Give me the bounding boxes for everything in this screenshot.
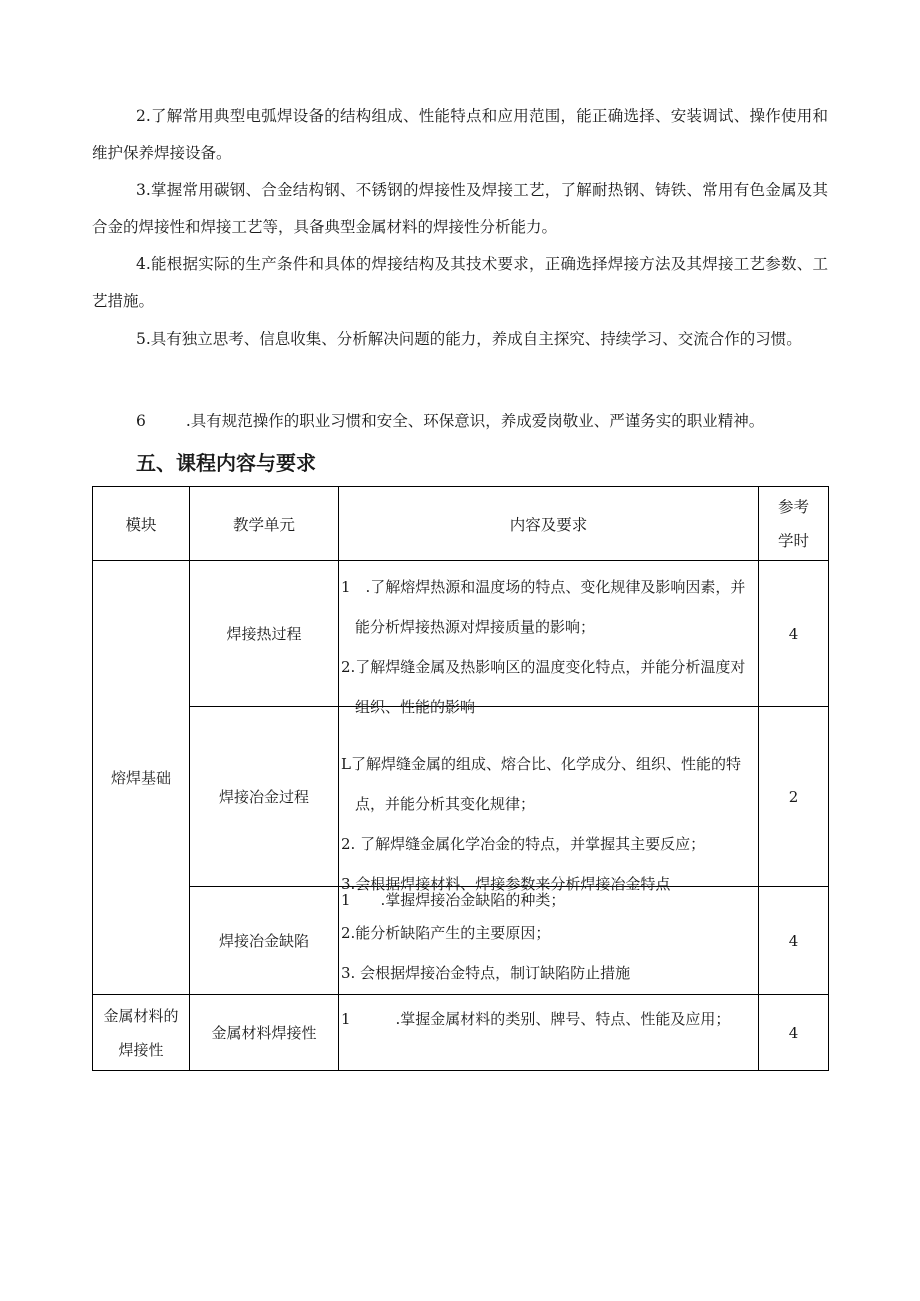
objective-paragraph-5 <box>92 321 828 358</box>
objective-number: 2 <box>136 107 146 125</box>
objective-number: 3 <box>136 181 146 199</box>
header-hours <box>759 487 829 561</box>
table-row <box>93 561 829 707</box>
content-item: 2.能分析缺陷产生的主要原因； <box>341 924 551 942</box>
content-item: 2.了解焊缝金属及热影响区的温度变化特点，并能分析温度对组织、性能的影响 <box>341 658 746 716</box>
objective-text: .了解常用典型电弧焊设备的结构组成、性能特点和应用范围，能正确选择、安装调试、操作使用和维护保养焊接设备。 <box>92 107 828 162</box>
unit-cell: 金属材料焊接性 <box>190 995 339 1071</box>
table-row <box>93 707 829 887</box>
module-name-line1: 金属材料的 <box>103 1006 179 1025</box>
content-item: L了解焊缝金属的组成、熔合比、化学成分、组织、性能的特点，并能分析其变化规律； <box>341 755 741 813</box>
objective-text: .具有独立思考、信息收集、分析解决问题的能力，养成自主探究、持续学习、交流合作的习惯。 <box>145 330 802 348</box>
course-content-table <box>92 486 829 1071</box>
content-item: 1 .掌握焊接冶金缺陷的种类； <box>341 891 566 909</box>
content-item: 1 .掌握金属材料的类别、牌号、特点、性能及应用； <box>341 1010 731 1028</box>
objective-text: .能根据实际的生产条件和具体的焊接结构及其技术要求，正确选择焊接方法及其焊接工艺参数、工艺措施。 <box>92 255 828 310</box>
content-cell <box>339 887 759 995</box>
hours-cell: 4 <box>759 995 829 1071</box>
content-item: 3. 会根据焊接冶金特点，制订缺陷防止措施 <box>341 964 631 982</box>
module-cell <box>93 995 190 1071</box>
table-header-row <box>93 487 829 561</box>
objective-text: .具有规范操作的职业习惯和安全、环保意识，养成爱岗敬业、严谨务实的职业精神。 <box>185 412 765 430</box>
objective-paragraph-2 <box>92 98 828 172</box>
module-name-line2: 焊接性 <box>118 1040 164 1059</box>
section-title: 五、课程内容与要求 <box>136 451 316 475</box>
header-hours-line2: 学时 <box>777 531 809 550</box>
table-row <box>93 995 829 1071</box>
content-cell <box>339 707 759 893</box>
hours-cell: 4 <box>759 887 829 995</box>
content-cell <box>339 561 759 716</box>
objective-paragraph-4 <box>92 246 828 320</box>
objective-number: 6 <box>136 412 146 430</box>
header-module: 模块 <box>93 487 190 561</box>
table-row <box>93 887 829 995</box>
objective-text: .掌握常用碳钢、合金结构钢、不锈钢的焊接性及焊接工艺，了解耐热钢、铸铁、常用有色金属及其合金的焊接性和焊接工艺等，具备典型金属材料的焊接性分析能力。 <box>92 181 828 236</box>
hours-cell: 4 <box>759 561 829 707</box>
objective-number: 4 <box>136 255 146 273</box>
unit-cell: 焊接冶金缺陷 <box>190 887 339 995</box>
content-item: 3.会根据焊接材料、焊接参数来分析焊接冶金特点 <box>341 875 671 893</box>
content-cell <box>339 995 759 1071</box>
objective-number: 5 <box>136 330 146 348</box>
module-cell: 熔焊基础 <box>93 561 190 995</box>
content-item: 2. 了解焊缝金属化学冶金的特点，并掌握其主要反应； <box>341 835 706 853</box>
header-hours-line1: 参考 <box>777 497 809 516</box>
unit-cell: 焊接热过程 <box>190 561 339 707</box>
objective-paragraph-3 <box>92 172 828 246</box>
content-item: 1 .了解熔焊热源和温度场的特点、变化规律及影响因素，并能分析焊接热源对焊接质量的影响； <box>341 578 746 636</box>
unit-cell: 焊接冶金过程 <box>190 707 339 887</box>
header-content: 内容及要求 <box>339 487 759 561</box>
objective-paragraph-6 <box>92 403 828 440</box>
header-unit: 教学单元 <box>190 487 339 561</box>
hours-cell: 2 <box>759 707 829 887</box>
